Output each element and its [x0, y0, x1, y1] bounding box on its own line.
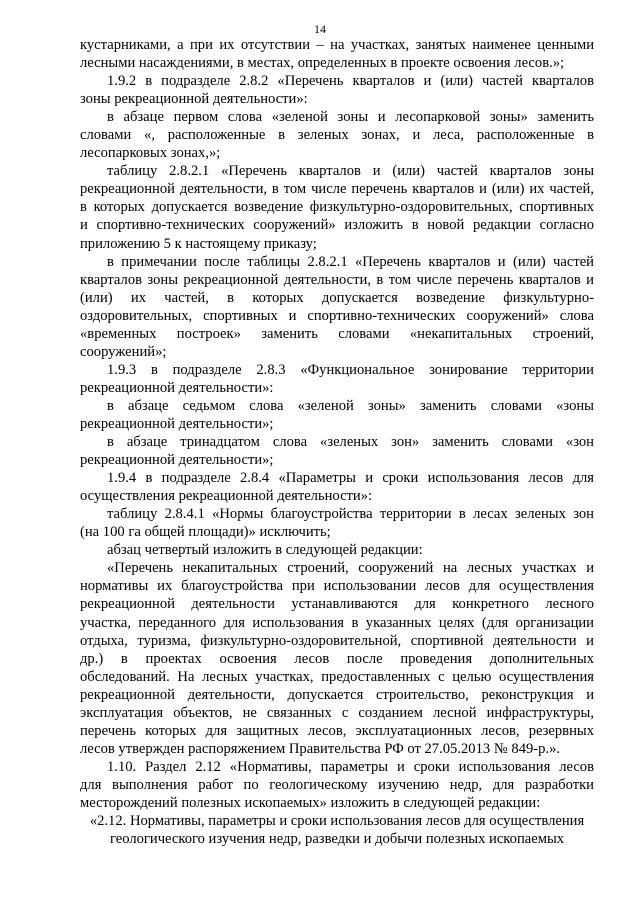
text-line: кустарниками, а при их отсутствии – на участках, занятых наименее ценными	[80, 37, 594, 53]
text-line: сооружений»;	[80, 343, 167, 360]
text-line: 1.9.3 в подразделе 2.8.3 «Функциональное зонирование территории	[107, 361, 594, 378]
text-line: в абзаце первом слова «зеленой зоны и лесопарковой зоны» заменить	[107, 109, 594, 126]
text-line: в примечании после таблицы 2.8.2.1 «Перечень кварталов и (или) частей	[107, 253, 594, 270]
text-line: рекреационной деятельности устанавливаются для конкретного лесного	[80, 596, 594, 613]
text-line: «временных построек» заменить словами «некапитальных строений,	[80, 325, 594, 342]
text-line: геологического изучения недр, разведки и добычи полезных ископаемых	[109, 831, 565, 848]
text-line: в абзаце тринадцатом слова «зеленых зон» заменить словами «зон	[107, 434, 594, 451]
text-line: рекреационной деятельности»;	[80, 415, 274, 432]
text-line: 1.9.2 в подразделе 2.8.2 «Перечень кварталов и (или) частей кварталов	[107, 73, 594, 90]
text-line: др.) в проектах освоения лесов после проведения дополнительных	[80, 650, 594, 667]
text-line: в которых допускается возведение физкультурно-оздоровительных, спортивных	[80, 199, 594, 216]
text-line: кварталов зоны рекреационной деятельности, в том числе перечень кварталов и	[80, 271, 594, 288]
text-line: отдыха, туризма, физкультурно-оздоровительной, спортивной деятельности и	[80, 632, 594, 649]
text-line: 1.10. Раздел 2.12 «Нормативы, параметры и сроки использования лесов	[107, 758, 594, 775]
text-line: рекреационной деятельности, допускается строительство, реконструкция и	[80, 686, 594, 703]
text-line: нормативы их благоустройства при использовании лесов для осуществления	[80, 578, 594, 595]
text-line: лесопарковых зонах,»;	[80, 145, 221, 162]
document-body	[80, 36, 594, 848]
text-line: приложению 5 к настоящему приказу;	[80, 235, 317, 252]
text-line: участка, переданного для использования в указанных целях (для организации	[80, 614, 594, 631]
text-line: в абзаце седьмом слова «зеленой зоны» заменить словами «зоны	[107, 397, 594, 414]
text-line: осуществления рекреационной деятельности»:	[80, 488, 373, 505]
text-line: «Перечень некапитальных строений, сооружений на лесных участках и	[107, 560, 594, 577]
page-number: 14	[314, 22, 326, 36]
text-line: месторождений полезных ископаемых» изложить в следующей редакции:	[80, 794, 541, 811]
text-line: таблицу 2.8.2.1 «Перечень кварталов и (или) частей кварталов зоны	[107, 163, 594, 180]
text-line: и спортивно-технических сооружений» изложить в новой редакции согласно	[80, 217, 594, 234]
text-line: абзац четвертый изложить в следующей редакции:	[107, 542, 423, 559]
text-line: зоны рекреационной деятельности»:	[80, 91, 308, 108]
text-line: обследований. На лесных участках, предоставленных с целью осуществления	[80, 668, 594, 685]
text-line: таблицу 2.8.4.1 «Нормы благоустройства территории в лесах зеленых зон	[107, 506, 594, 523]
text-line: лесными насаждениями, в местах, определенных в проекте освоения лесов.»;	[80, 55, 565, 72]
text-line: эксплуатация объектов, не связанных с созданием лесной инфраструктуры,	[80, 704, 594, 721]
text-line: перечень которых для защитных лесов, эксплуатационных лесов, резервных	[80, 722, 594, 739]
text-line: «2.12. Нормативы, параметры и сроки использования лесов для осуществления	[89, 813, 585, 830]
text-line: рекреационной деятельности»;	[80, 452, 274, 469]
text-line: лесов утвержден распоряжением Правительства РФ от 27.05.2013 № 849-р.».	[80, 740, 561, 757]
text-line: (или) их частей, в которых допускается возведение физкультурно-	[80, 289, 594, 306]
text-line: для выполнения работ по геологическому изучению недр, для разработки	[80, 776, 594, 793]
text-line: оздоровительных, спортивных и спортивно-технических сооружений» слова	[80, 307, 594, 324]
text-line: рекреационной деятельности, в том числе перечень кварталов и (или) их частей,	[80, 181, 594, 198]
text-line: 1.9.4 в подразделе 2.8.4 «Параметры и сроки использования лесов для	[107, 470, 594, 487]
text-line: рекреационной деятельности»:	[80, 379, 274, 396]
text-line: словами «, расположенные в зеленых зонах, и леса, расположенные в	[80, 127, 594, 144]
text-line: (на 100 га общей площади)» исключить;	[80, 524, 331, 541]
